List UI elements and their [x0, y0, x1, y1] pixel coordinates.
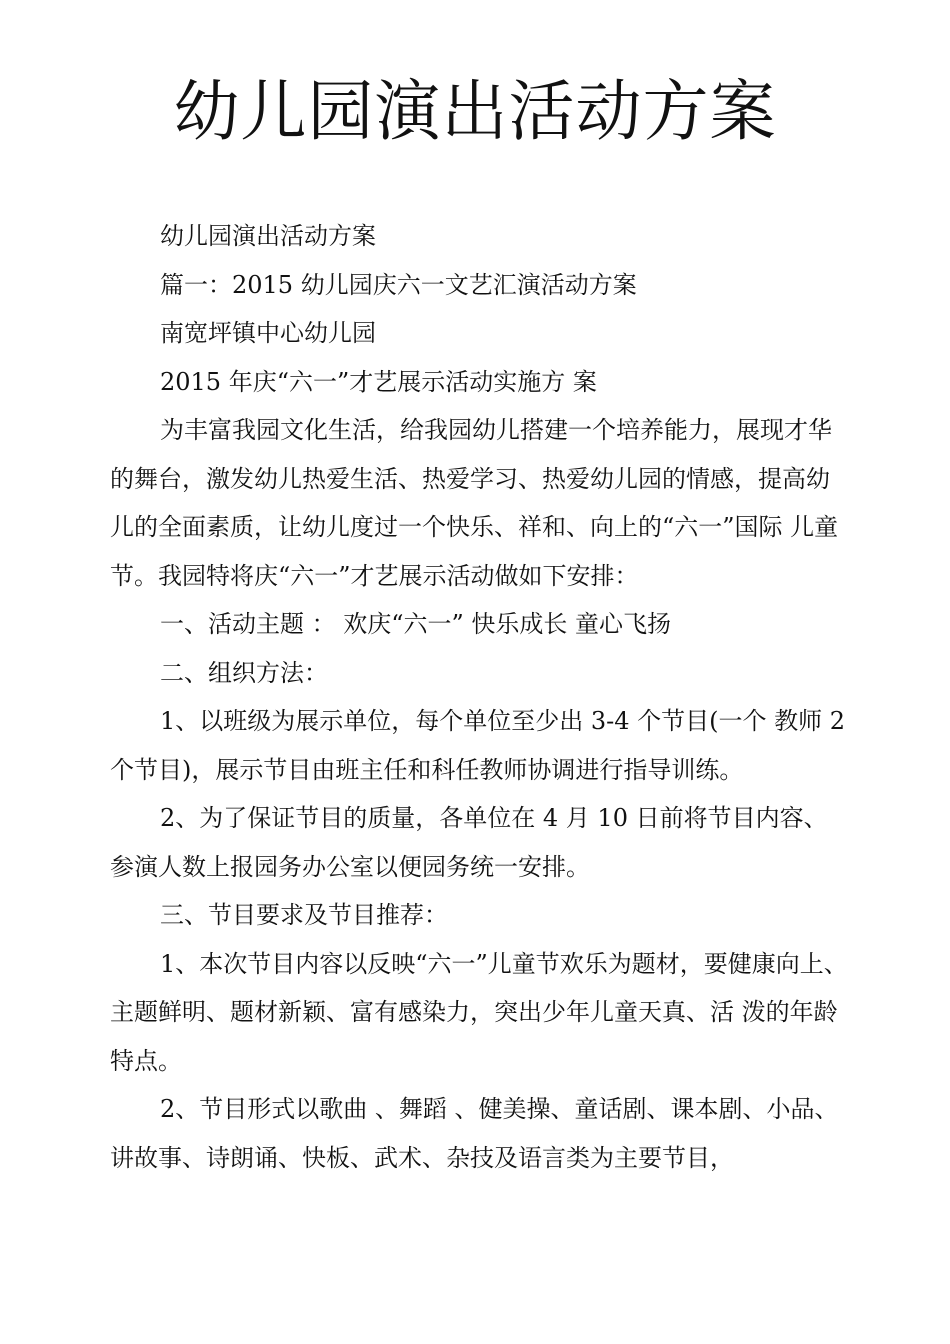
paragraph-organization-item-2: 2、为了保证节目的质量，各单位在 4 月 10 日前将节目内容、参演人数上报园务办公室以便园务统一安排。: [110, 804, 828, 881]
document-body: [110, 212, 850, 1182]
paragraph-article-title: 篇一：2015 幼儿园庆六一文艺汇演活动方案: [160, 270, 637, 299]
paragraph-plan-title: 2015 年庆“六一”才艺展示活动实施方 案: [160, 367, 597, 396]
paragraph-requirements-item-1: 1、本次节目内容以反映“六一”儿童节欢乐为题材，要健康向上、主题鲜明、题材新颖、富有感染力，突出少年儿童天真、活 泼的年龄特点。: [110, 949, 848, 1075]
paragraph-organization-item-1: 1、以班级为展示单位，每个单位至少出 3-4 个节目(一个 教师 2 个节目)，展示节目由班主任和科任教师协调进行指导训练。: [110, 707, 846, 784]
paragraph-organization: 南宽坪镇中心幼儿园: [160, 319, 376, 347]
paragraph-theme: 一、活动主题 ： 欢庆“六一” 快乐成长 童心飞扬: [160, 610, 672, 638]
paragraph-section-requirements: 三、节目要求及节目推荐：: [160, 901, 448, 929]
paragraph-section-organization: 二、组织方法：: [160, 658, 328, 687]
document-title: 幼儿园演出活动方案: [173, 73, 777, 150]
paragraph-introduction: 为丰富我园文化生活，给我园幼儿搭建一个培养能力，展现才华的舞台，激发幼儿热爱生活、热爱学习、热爱幼儿园的情感，提高幼儿的全面素质，让幼儿度过一个快乐、祥和、向上的“六一”国际 儿童节。我园特将庆“六一”才艺展示活动做如下安排：: [110, 416, 839, 590]
paragraph-requirements-item-2: 2、节目形式以歌曲 、舞蹈 、健美操、童话剧、课本剧、小品、讲故事、诗朗诵、快板、武术、杂技及语言类为主要节目，: [110, 1095, 839, 1172]
paragraph-heading: 幼儿园演出活动方案: [160, 222, 376, 250]
